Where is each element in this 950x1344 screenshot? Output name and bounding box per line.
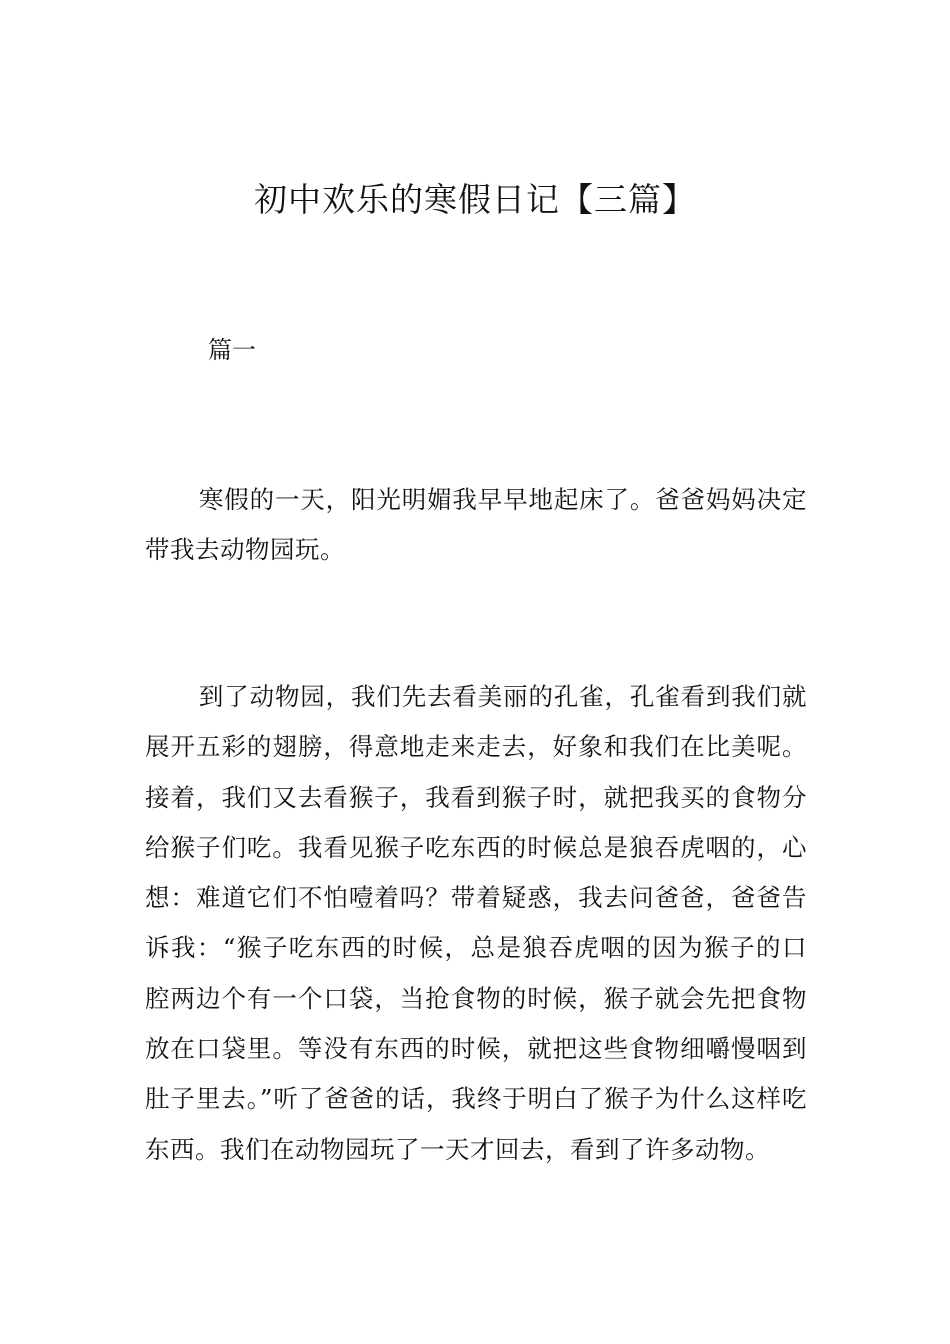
section-label: 篇一 <box>208 336 256 364</box>
paragraph: 到了动物园，我们先去看美丽的孔雀，孔雀看到我们就展开五彩的翅膀，得意地走来走去，好象和我们在比美呢。接着，我们又去看猴子，我看到猴子时，就把我买的食物分给猴子们吃。我看见猴子吃东西的时候总是狼吞虎咽的，心想：难道它们不怕噎着吗？带着疑惑，我去问爸爸，爸爸告诉我：“猴子吃东西的时候，总是狼吞虎咽的因为猴子的口腔两边个有一个口袋，当抢食物的时候，猴子就会先把食物放在口袋里。等没有东西的时候，就把这些食物细嚼慢咽到肚子里去。”听了爸爸的话，我终于明白了猴子为什么这样吃东西。我们在动物园玩了一天才回去，看到了许多动物。 <box>145 682 807 1164</box>
document-title: 初中欢乐的寒假日记【三篇】 <box>254 180 696 219</box>
paragraph: 寒假的一天，阳光明媚我早早地起床了。爸爸妈妈决定带我去动物园玩。 <box>145 485 807 565</box>
